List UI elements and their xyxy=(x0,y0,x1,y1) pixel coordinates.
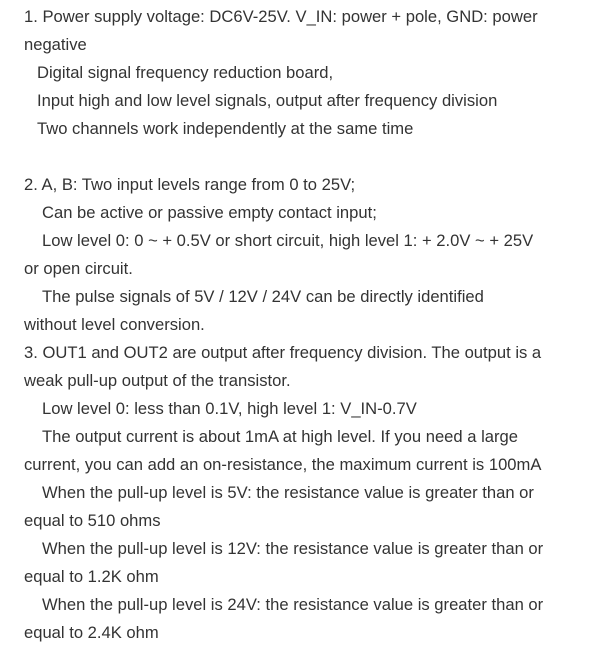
text-line: negative xyxy=(24,35,87,54)
text-line: equal to 510 ohms xyxy=(24,511,161,530)
text-line: The pulse signals of 5V / 12V / 24V can be directly identified xyxy=(42,287,484,306)
text-line: Two channels work independently at the same time xyxy=(37,119,414,138)
text-line: When the pull-up level is 12V: the resistance value is greater than or xyxy=(42,539,544,558)
text-line: weak pull-up output of the transistor. xyxy=(24,371,291,390)
text-line: current, you can add an on-resistance, the maximum current is 100mA xyxy=(24,455,542,474)
text-line: Low level 0: 0 ~ + 0.5V or short circuit, high level 1: + 2.0V ~ + 25V xyxy=(42,231,534,250)
text-line: When the pull-up level is 5V: the resistance value is greater than or xyxy=(42,483,534,502)
text-line: 3. OUT1 and OUT2 are output after frequency division. The output is a xyxy=(24,343,542,362)
text-line: equal to 2.4K ohm xyxy=(24,623,159,642)
text-line: without level conversion. xyxy=(24,315,205,334)
text-line: The output current is about 1mA at high level. If you need a large xyxy=(42,427,518,446)
text-line: or open circuit. xyxy=(24,259,133,278)
text-line: Low level 0: less than 0.1V, high level 1: V_IN-0.7V xyxy=(42,399,417,418)
text-line: Can be active or passive empty contact input; xyxy=(42,203,377,222)
text-line: 2. A, B: Two input levels range from 0 to 25V; xyxy=(24,175,356,194)
text-line: Input high and low level signals, output after frequency division xyxy=(37,91,498,110)
text-line: 1. Power supply voltage: DC6V-25V. V_IN: power + pole, GND: power xyxy=(24,7,538,26)
text-line: equal to 1.2K ohm xyxy=(24,567,159,586)
text-line: When the pull-up level is 24V: the resistance value is greater than or xyxy=(42,595,544,614)
text-line: Digital signal frequency reduction board, xyxy=(37,63,334,82)
product-description xyxy=(24,3,594,647)
blank-line xyxy=(24,143,594,171)
